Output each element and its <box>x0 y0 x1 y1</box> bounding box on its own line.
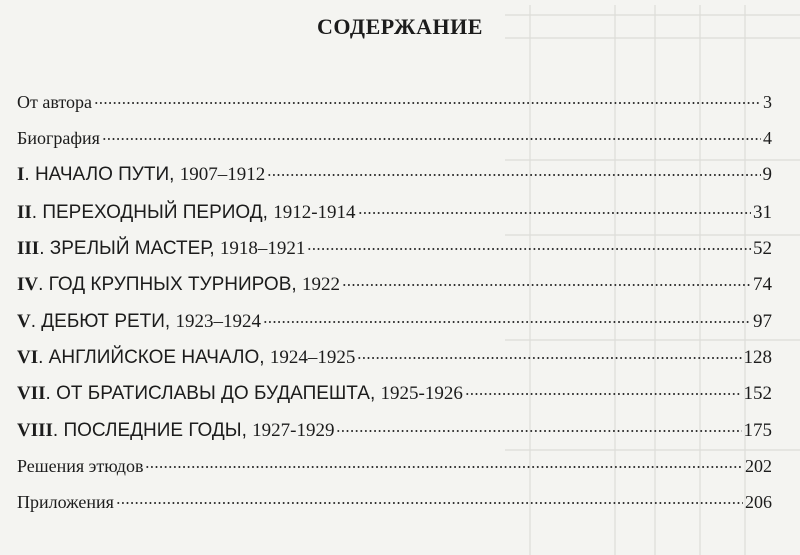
toc-entry-label <box>17 311 261 333</box>
chapter-number: V <box>17 311 31 332</box>
chapter-number: III <box>17 238 40 259</box>
toc-entry-label <box>17 347 355 369</box>
toc-entry-label <box>17 238 305 260</box>
toc-entry-page: 152 <box>743 383 772 404</box>
chapter-years: 1923–1924 <box>175 311 261 332</box>
dot-leader <box>145 465 743 469</box>
toc-entry-page: 97 <box>753 311 772 332</box>
dot-leader <box>465 392 742 396</box>
toc-entry-page: 74 <box>753 274 772 295</box>
toc-entry-label: Решения этюдов <box>17 456 144 476</box>
toc-entry-chapter-8[interactable] <box>17 420 772 442</box>
chapter-title: . ОТ БРАТИСЛАВЫ ДО БУДАПЕШТА, <box>45 383 381 404</box>
chapter-number: VI <box>17 347 39 368</box>
toc-entry-solutions[interactable] <box>17 456 772 477</box>
toc-entry-chapter-6[interactable] <box>17 347 772 369</box>
contents-heading: СОДЕРЖАНИЕ <box>317 14 483 39</box>
chapter-title: . ПОСЛЕДНИЕ ГОДЫ, <box>52 420 253 441</box>
toc-entry-page: 31 <box>753 202 772 223</box>
dot-leader <box>336 429 741 433</box>
chapter-number: II <box>17 202 32 223</box>
toc-entry-chapter-4[interactable] <box>17 274 772 296</box>
chapter-number: VII <box>17 383 46 404</box>
toc-entry-page: 206 <box>745 492 772 512</box>
chapter-title: . НАЧАЛО ПУТИ, <box>24 164 180 185</box>
dot-leader <box>342 283 751 287</box>
chapter-number: VIII <box>17 420 53 441</box>
toc-entry-label <box>17 202 356 224</box>
toc-entry-label <box>17 383 463 405</box>
toc-entry-label: Приложения <box>17 492 114 512</box>
toc-entry-page: 175 <box>743 420 772 441</box>
chapter-years: 1927-1929 <box>252 420 335 441</box>
dot-leader <box>357 356 741 360</box>
chapter-years: 1924–1925 <box>269 347 356 368</box>
chapter-number: I <box>17 164 25 185</box>
toc-entry-chapter-2[interactable] <box>17 202 772 224</box>
chapter-title: . АНГЛИЙСКОЕ НАЧАЛО, <box>38 347 270 368</box>
toc-entry-chapter-3[interactable] <box>17 238 772 260</box>
toc-entry-page: 202 <box>745 456 772 476</box>
dot-leader <box>94 101 761 105</box>
dot-leader <box>102 137 761 141</box>
toc-entry-label <box>17 274 340 296</box>
dot-leader <box>263 320 751 324</box>
toc-entry-page: 4 <box>763 128 772 148</box>
chapter-title: . ЗРЕЛЫЙ МАСТЕР, <box>39 238 220 259</box>
toc-entry-label: От автора <box>17 92 93 112</box>
toc-entry-label <box>17 164 265 186</box>
toc-entry-page: 3 <box>763 92 772 112</box>
chapter-title: . ГОД КРУПНЫХ ТУРНИРОВ, <box>38 274 302 295</box>
dot-leader <box>307 247 751 251</box>
chapter-title: . ПЕРЕХОДНЫЙ ПЕРИОД, <box>31 202 274 223</box>
chapter-years: 1912-1914 <box>273 202 356 223</box>
toc-entry-chapter-1[interactable] <box>17 164 772 186</box>
chapter-title: . ДЕБЮТ РЕТИ, <box>30 311 176 332</box>
toc-entry-author[interactable] <box>17 92 772 113</box>
dot-leader <box>116 501 743 505</box>
toc-entry-chapter-7[interactable] <box>17 383 772 405</box>
toc-entry-page: 128 <box>743 347 772 368</box>
dot-leader <box>358 211 751 215</box>
toc-entry-page: 52 <box>753 238 772 259</box>
chapter-years: 1925-1926 <box>380 383 463 404</box>
toc-entry-label <box>17 420 334 442</box>
chapter-years: 1907–1912 <box>179 164 266 185</box>
toc-entry-page: 9 <box>762 164 772 185</box>
chapter-years: 1918–1921 <box>219 238 306 259</box>
chapter-number: IV <box>17 274 39 295</box>
toc-entry-label: Биография <box>17 128 100 148</box>
toc-entry-chapter-5[interactable] <box>17 311 772 333</box>
toc-entry-biography[interactable] <box>17 128 772 149</box>
toc-entry-appendices[interactable] <box>17 492 772 513</box>
chapter-years: 1922 <box>301 274 340 295</box>
dot-leader <box>267 173 760 177</box>
